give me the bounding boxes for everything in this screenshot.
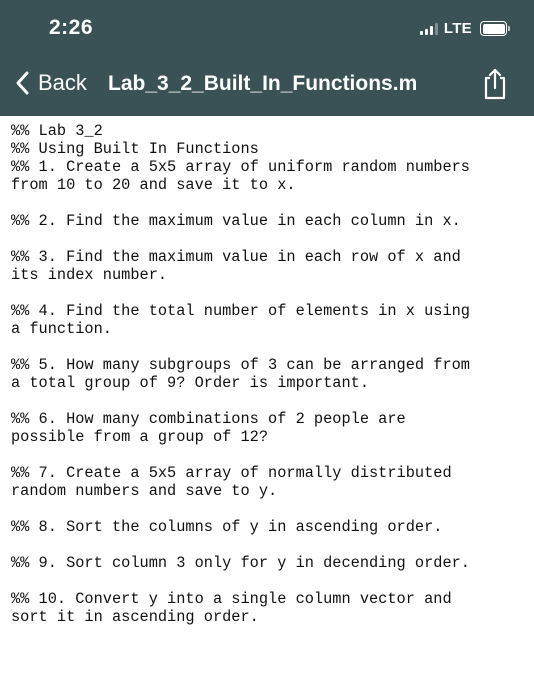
code-line: %% 10. Convert y into a single column vector and xyxy=(11,590,452,608)
code-line: %% 8. Sort the columns of y in ascending order. xyxy=(11,518,443,536)
status-time: 2:26 xyxy=(49,16,94,39)
code-line: a function. xyxy=(11,320,112,338)
code-line xyxy=(11,536,526,554)
back-label: Back xyxy=(38,70,87,95)
code-line xyxy=(11,194,526,212)
network-type-label: LTE xyxy=(443,20,472,37)
code-line xyxy=(11,230,526,248)
code-line: %% Using Built In Functions xyxy=(11,140,259,158)
chevron-left-icon xyxy=(16,71,30,95)
code-line: %% 5. How many subgroups of 3 can be arranged from xyxy=(11,356,470,374)
code-line: its index number. xyxy=(11,266,168,284)
code-line xyxy=(11,392,526,410)
code-line: %% 2. Find the maximum value in each column in x. xyxy=(11,212,461,230)
status-indicators xyxy=(420,20,510,37)
file-title: Lab_3_2_Built_In_Functions.m xyxy=(108,72,418,95)
code-line: %% 4. Find the total number of elements in x using xyxy=(11,302,470,320)
file-content xyxy=(11,122,526,626)
code-line: %% 9. Sort column 3 only for y in decending order. xyxy=(11,554,470,572)
code-line xyxy=(11,338,526,356)
share-icon xyxy=(482,68,508,100)
code-line xyxy=(11,284,526,302)
code-line: %% 1. Create a 5x5 array of uniform random numbers xyxy=(11,158,470,176)
battery-icon xyxy=(480,21,510,36)
code-line: %% Lab 3_2 xyxy=(11,122,103,140)
code-line: possible from a group of 12? xyxy=(11,428,269,446)
code-line xyxy=(11,572,526,590)
code-line xyxy=(11,500,526,518)
code-line: %% 6. How many combinations of 2 people are xyxy=(11,410,406,428)
app-header xyxy=(0,0,534,116)
code-line: a total group of 9? Order is important. xyxy=(11,374,370,392)
code-line: sort it in ascending order. xyxy=(11,608,259,626)
back-button[interactable] xyxy=(16,70,87,96)
share-button[interactable] xyxy=(482,68,508,105)
code-line xyxy=(11,446,526,464)
code-line: %% 7. Create a 5x5 array of normally distributed xyxy=(11,464,452,482)
code-line: random numbers and save to y. xyxy=(11,482,278,500)
cellular-signal-icon xyxy=(420,23,438,35)
code-line: from 10 to 20 and save it to x. xyxy=(11,176,296,194)
code-line: %% 3. Find the maximum value in each row of x and xyxy=(11,248,461,266)
